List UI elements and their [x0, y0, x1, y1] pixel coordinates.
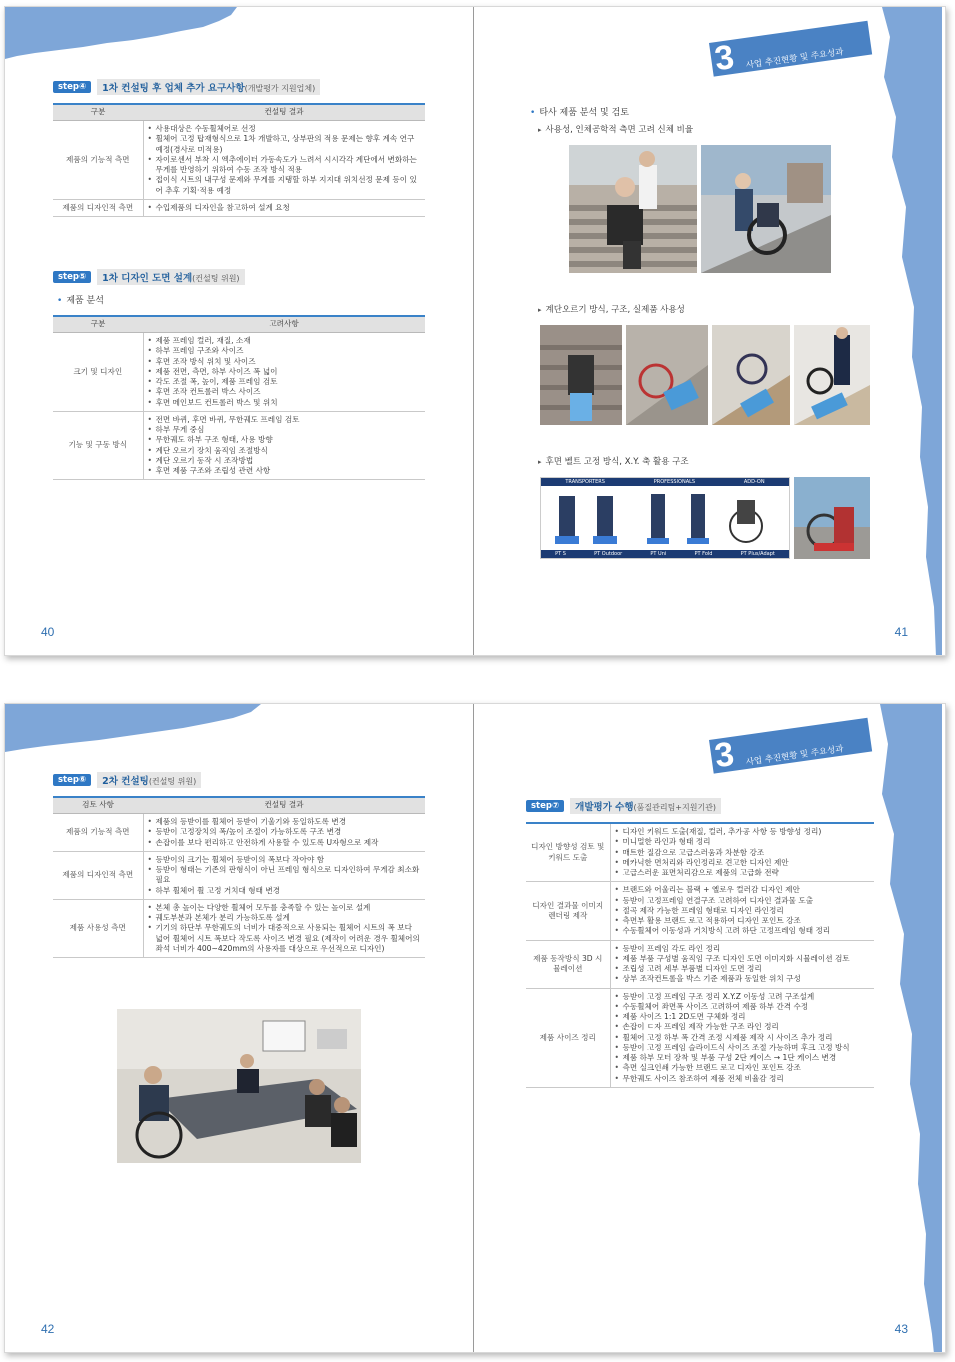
row-label: 제품 사용성 측면	[53, 899, 143, 957]
list-item: • 수동휠체어 좌면폭 사이즈 고려하여 제품 하부 간격 수정	[615, 1002, 871, 1012]
row-label: 제품의 디자인적 측면	[53, 199, 143, 216]
section-bullet: • 제품 분석	[57, 296, 104, 306]
list-item: • 매트한 질감으로 고급스러움과 차분함 강조	[615, 848, 871, 858]
step-badge: step⑦	[526, 800, 564, 812]
list-item: • 기기의 하단부 무한궤도의 너비가 대중적으로 사용되는 휠체어 시트의 폭 보다 넓어 휠체어 시트 폭보다 작도록 사이즈 변경 필요 (제작이 어려운 경우 휠체어의 좌석 너비가 400~420mm의 사용자를 대상으로 우선적으로 디자인)	[148, 923, 422, 954]
page-42	[5, 704, 473, 1352]
col-header: 컨설팅 결과	[143, 797, 425, 814]
list-item: • 등받이 형태는 기존의 판형식이 아닌 프레임 형식으로 디자인하여 무게감 최소화 필요	[148, 865, 422, 886]
list-item: • 하부 휠체어 휠 고정 거치대 형태 변경	[148, 886, 422, 896]
list-item: • 등받이 고정장치의 폭/높이 조절이 가능하도록 구조 변경	[148, 827, 422, 837]
step-subtitle: (컨설팅 위원)	[192, 274, 240, 283]
banner-model: PT Plus/Adapt	[740, 551, 775, 557]
list-item: • 휠체어 고정 하부 폭 간격 조정 시제품 제작 시 사이즈 추가 정리	[615, 1033, 871, 1043]
page-41	[474, 7, 942, 655]
col-header: 컨설팅 결과	[143, 104, 425, 121]
table-row	[53, 199, 425, 216]
torn-paper-decoration	[5, 704, 265, 754]
list-item: • 미니멀한 라인과 형태 정리	[615, 837, 871, 847]
col-header: 검토 사항	[53, 797, 143, 814]
list-item: • 손잡이 ㄷ자 프레임 제작 가능한 구조 라인 정리	[615, 1022, 871, 1032]
step6-heading	[53, 772, 201, 788]
table-row	[53, 851, 425, 899]
list-item: • 자이로센서 부착 시 엑추에이터 가동속도가 느려서 시시각각 계단에서 변화하는 무게를 반영하기 위하여 수동 조작 방식 적용	[148, 155, 422, 176]
step-badge: step⑤	[53, 271, 91, 283]
page-number: 41	[894, 625, 908, 639]
row-label: 제품의 디자인적 측면	[53, 851, 143, 899]
sub-heading: ▸ 사용성, 인체공학적 측면 고려 신체 비율	[538, 125, 694, 135]
stairclimber-photo-2	[701, 145, 831, 273]
row-label: 제품의 기능적 측면	[53, 814, 143, 852]
stairclimber-photo-5	[712, 325, 790, 425]
list-item: • 등받이 고정프레임 연결구조 고려하여 디자인 결과물 도출	[615, 896, 871, 906]
step-title: 1차 컨설팅 후 업체 추가 요구사항	[102, 83, 245, 94]
list-item: • 제품 하부 모터 장착 및 부품 구성 2단 케이스 → 1단 케이스 변경	[615, 1053, 871, 1063]
list-item: • 후면 제품 구조와 조립성 관련 사항	[148, 466, 422, 476]
list-item: • 디자인 키워드 도출(재질, 컬러, 추가공 사항 등 방향성 정리)	[615, 827, 871, 837]
chapter-tag	[709, 734, 909, 780]
chapter-title: 사업 추진현황 및 주요성과	[745, 47, 845, 71]
list-item: • 제품 전면, 측면, 하부 사이즈 폭 넓이	[148, 367, 422, 377]
list-item: • 사용대상은 수동휠체어로 선정	[148, 124, 422, 134]
page-number: 43	[894, 1322, 908, 1336]
list-item: • 고급스러운 표면처리감으로 제품의 고급화 전략	[615, 868, 871, 878]
page-43	[474, 704, 942, 1352]
spread-bottom	[4, 703, 946, 1353]
banner-model: PT Fold	[694, 551, 713, 557]
page-number: 40	[41, 625, 55, 639]
step-subtitle: (개발평가 지원업체)	[244, 84, 316, 93]
step-title: 1차 디자인 도면 설계	[102, 273, 193, 284]
banner-model: PT Outdoor	[594, 551, 623, 557]
step-title: 개발평가 수행	[575, 802, 634, 813]
list-item: • 제품 사이즈 1:1 2D도면 구체화 정리	[615, 1012, 871, 1022]
torn-paper-decoration	[862, 704, 942, 1352]
list-item: • 하부 무게 중심	[148, 425, 422, 435]
chapter-tag	[709, 37, 909, 83]
spread-top	[4, 6, 946, 656]
step-subtitle: (품질관리팀+지원기관)	[633, 803, 717, 812]
step5-heading	[53, 269, 245, 285]
list-item: • 각도 조절 폭, 높이, 제품 프레임 검토	[148, 377, 422, 387]
banner-group: PROFESSIONALS	[653, 479, 696, 485]
list-item: • 등받이 고정 프레임 구조 정리 X.Y.Z 이동성 고려 구조설계	[615, 992, 871, 1002]
list-item: • 상부 조작컨트롤을 박스 기준 제품과 동일한 위치 구성	[615, 974, 871, 984]
product-lineup-banner	[540, 477, 790, 559]
list-item: • 수입제품의 디자인을 참고하여 설계 요청	[148, 203, 422, 213]
stairclimber-photo-6	[794, 325, 870, 425]
banner-model: PT Uni	[650, 551, 667, 557]
meeting-photo	[117, 1009, 361, 1163]
row-label: 제품 사이즈 정리	[526, 988, 610, 1087]
table-row	[53, 333, 425, 412]
table-row	[53, 899, 425, 957]
step7-heading	[526, 798, 721, 814]
row-label: 크기 및 디자인	[53, 333, 143, 412]
banner-group: TRANSPORTERS	[565, 479, 605, 485]
step-subtitle: (컨설팅 위원)	[148, 777, 197, 786]
list-item: • 무한궤도 하부 구조 형태, 사용 방향	[148, 435, 422, 445]
row-label: 디자인 결과물 이미지 렌더링 제작	[526, 882, 610, 940]
row-label: 기능 및 구동 방식	[53, 411, 143, 480]
list-item: • 본체 총 높이는 다양한 휠체어 모두를 충족할 수 있는 높이로 설계	[148, 903, 422, 913]
list-item: • 브랜드와 어울리는 블랙 + 옐로우 컬러감 디자인 제안	[615, 885, 871, 895]
list-item: • 무한궤도 사이즈 참조하여 제품 전체 비율감 정리	[615, 1074, 871, 1084]
table-row	[526, 940, 874, 988]
stairclimber-photo-4	[626, 325, 708, 425]
list-item: • 제품 부품 구성별 움직임 구조 디자인 도면 이미지화 시뮬레이션 검토	[615, 954, 871, 964]
step-badge: step⑥	[53, 774, 91, 786]
col-header: 구분	[53, 104, 143, 121]
list-item: • 휠체어 고정 탑재형식으로 1차 개발하고, 상부판의 적용 문제는 향후 계속 연구 예정(경사로 미적용)	[148, 134, 422, 155]
consulting-table-3	[53, 796, 425, 958]
list-item: • 제품의 등받이를 휠체어 등받이 기울기와 동일하도록 변경	[148, 817, 422, 827]
list-item: • 등받이의 크기는 휠체어 등받이의 폭보다 작아야 함	[148, 855, 422, 865]
chapter-number: 3	[712, 734, 737, 776]
list-item: • 계단 오르기 동작 시 조작방법	[148, 456, 422, 466]
list-item: • 수동휠체어 이동성과 거치방식 고려 하단 고정프레임 형태 정리	[615, 926, 871, 936]
list-item: • 메카닉한 면처리와 라인정리로 견고한 디자인 제안	[615, 858, 871, 868]
stairclimber-photo-7	[794, 477, 870, 559]
table-row	[526, 823, 874, 882]
consulting-table-2	[53, 315, 425, 480]
list-item: • 측면부 활용 브랜드 로고 적용하여 디자인 포인트 강조	[615, 916, 871, 926]
list-item: • 측면 실크인쇄 가능한 브랜드 로고 디자인 포인트 강조	[615, 1063, 871, 1073]
list-item: • 손잡이를 보다 편리하고 안전하게 사용할 수 있도록 U자형으로 제작	[148, 838, 422, 848]
step4-heading	[53, 79, 320, 95]
table-row	[53, 814, 425, 852]
page-40	[5, 7, 473, 655]
list-item: • 전면 바퀴, 후면 바퀴, 무한궤도 프레임 검토	[148, 415, 422, 425]
sub-heading: ▸ 후면 벨트 고정 방식, X.Y. 축 활용 구조	[538, 457, 689, 467]
chapter-title: 사업 추진현황 및 주요성과	[745, 744, 845, 768]
list-item: • 등받이 프레임 각도 라인 정리	[615, 944, 871, 954]
list-item: • 후면 조작 컨트롤러 박스 사이즈	[148, 387, 422, 397]
list-item: • 조립성 고려 세부 부품별 디자인 도면 정리	[615, 964, 871, 974]
list-item: • 후면 조작 방식 위치 및 사이즈	[148, 357, 422, 367]
stairclimber-photo-3	[540, 325, 622, 425]
col-header: 고려사항	[143, 316, 425, 333]
list-item: • 하부 프레임 구조와 사이즈	[148, 346, 422, 356]
list-item: • 접이식 시트의 내구성 문제와 무게를 지탱할 하부 지지대 위치선정 문제 등이 있어 추후 기획·적용 예정	[148, 175, 422, 196]
banner-group: ADD-ON	[743, 479, 765, 485]
list-item: • 제품 프레임 컬러, 재질, 소재	[148, 336, 422, 346]
section-bullet: • 타사 제품 분석 및 검토	[530, 108, 630, 118]
consulting-table-1	[53, 103, 425, 217]
stairclimber-photo-1	[569, 145, 697, 273]
row-label: 제품의 기능적 측면	[53, 121, 143, 200]
table-row	[526, 882, 874, 940]
chapter-number: 3	[712, 37, 737, 79]
table-row	[53, 411, 425, 480]
evaluation-table	[526, 822, 874, 1088]
row-label: 디자인 방향성 검토 및 키워드 도출	[526, 823, 610, 882]
sub-heading: ▸ 계단오르기 방식, 구조, 실제품 사용성	[538, 305, 685, 315]
step-title: 2차 컨설팅	[102, 776, 149, 787]
torn-paper-decoration	[5, 7, 245, 62]
banner-model: PT S	[555, 551, 566, 557]
table-row	[53, 121, 425, 200]
list-item: • 절곡 제작 가능한 프레임 형태로 디자인 라인정리	[615, 906, 871, 916]
row-label: 제품 동작방식 3D 시뮬레이션	[526, 940, 610, 988]
list-item: • 등받이 고정 프레임 슬라이드식 사이즈 조절 가능하며 후크 고정 방식	[615, 1043, 871, 1053]
col-header: 구분	[53, 316, 143, 333]
table-row	[526, 988, 874, 1087]
step-badge: step④	[53, 81, 91, 93]
list-item: • 궤도부분과 본체가 분리 가능하도록 설계	[148, 913, 422, 923]
page-number: 42	[41, 1322, 55, 1336]
list-item: • 후면 메인보드 컨트롤러 박스 및 위치	[148, 398, 422, 408]
list-item: • 계단 오르기 장치 움직임 조절방식	[148, 446, 422, 456]
torn-paper-decoration	[862, 7, 942, 655]
